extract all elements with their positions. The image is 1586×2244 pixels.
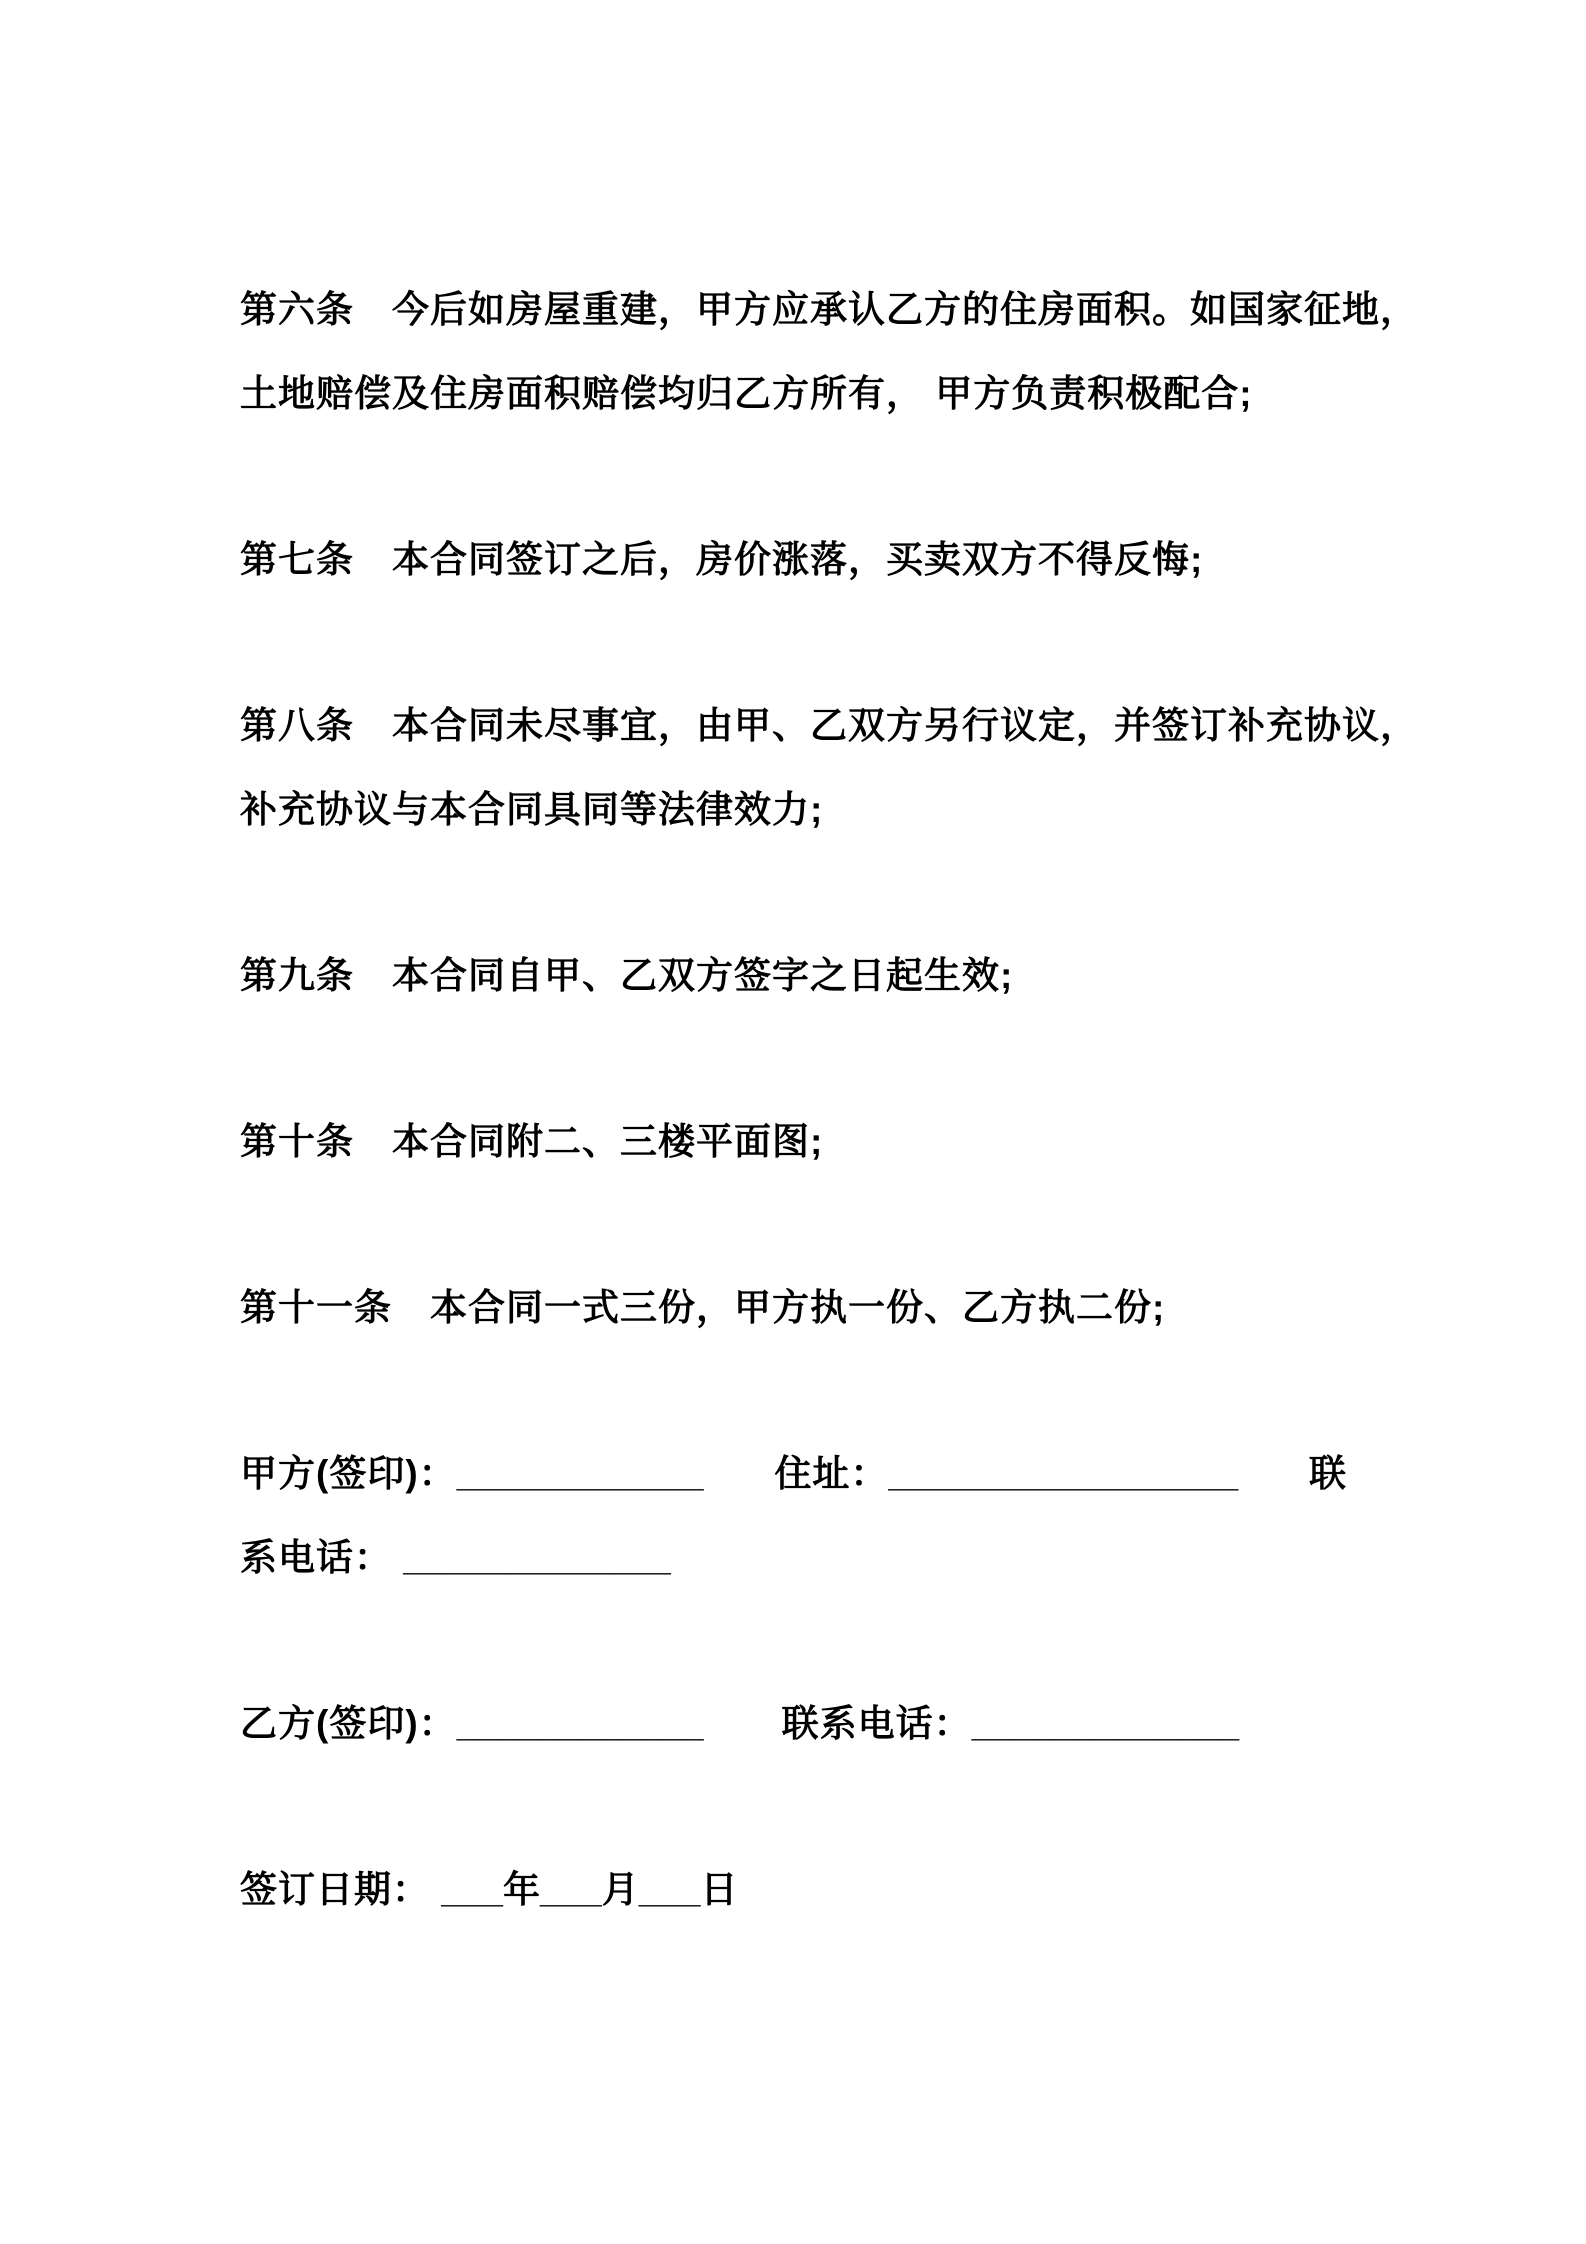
clause-11 (240, 1266, 1347, 1350)
clause-7 (240, 518, 1347, 602)
clause-11-line-1: 第十一条 本合同一式三份，甲方执一份、乙方执二份; (240, 1287, 1166, 1328)
party-a-phone-blank-field: _____________ (403, 1537, 671, 1578)
party-b-phone-label: 联系电话： (781, 1703, 972, 1744)
party-a-signature (240, 1432, 1347, 1600)
signing-date (240, 1848, 1347, 1932)
party-a-address-blank-field: _________________ (888, 1453, 1239, 1494)
party-a-signature-row-1 (240, 1432, 1347, 1516)
party-b-sign-label: 乙方(签印)： (240, 1703, 457, 1744)
party-b-signature-row (240, 1682, 1347, 1766)
clause-9-line-1: 第九条 本合同自甲、乙双方签字之日起生效; (240, 955, 1014, 996)
party-a-signature-row-2 (240, 1516, 1347, 1600)
party-a-sign-label: 甲方(签印)： (240, 1453, 457, 1494)
party-b-sign-blank-field: ____________ (456, 1703, 704, 1744)
party-a-phone-label-continued: 系电话： (240, 1537, 404, 1578)
signing-date-blank-fields: ___年___月___日 (441, 1869, 738, 1910)
party-a-sign-blank-field: ____________ (456, 1453, 704, 1494)
signing-date-label: 签订日期： (240, 1869, 442, 1910)
clause-6-line-1: 第六条 今后如房屋重建，甲方应承认乙方的住房面积。如国家征地， (240, 289, 1418, 330)
party-a-address-label: 住址： (774, 1453, 889, 1494)
clause-10 (240, 1100, 1347, 1184)
clause-6 (240, 268, 1418, 436)
clause-6-line-2: 土地赔偿及住房面积赔偿均归乙方所有， 甲方负责积极配合; (240, 373, 1253, 414)
party-a-sign-group (240, 1432, 704, 1516)
signing-date-row (240, 1848, 1347, 1932)
clause-9 (240, 934, 1347, 1018)
party-a-address-group (774, 1432, 1238, 1516)
party-b-signature (240, 1682, 1347, 1766)
clause-8-line-2: 补充协议与本合同具同等法律效力; (240, 789, 824, 830)
clause-8-line-1: 第八条 本合同未尽事宜，由甲、乙双方另行议定，并签订补充协议， (240, 705, 1418, 746)
party-a-phone-wrap-char: 联 (1308, 1453, 1347, 1494)
clause-7-line-1: 第七条 本合同签订之后，房价涨落，买卖双方不得反悔; (240, 539, 1204, 580)
clause-10-line-1: 第十条 本合同附二、三楼平面图; (240, 1121, 824, 1162)
party-b-phone-blank-field: _____________ (971, 1703, 1240, 1744)
clause-8 (240, 684, 1418, 852)
